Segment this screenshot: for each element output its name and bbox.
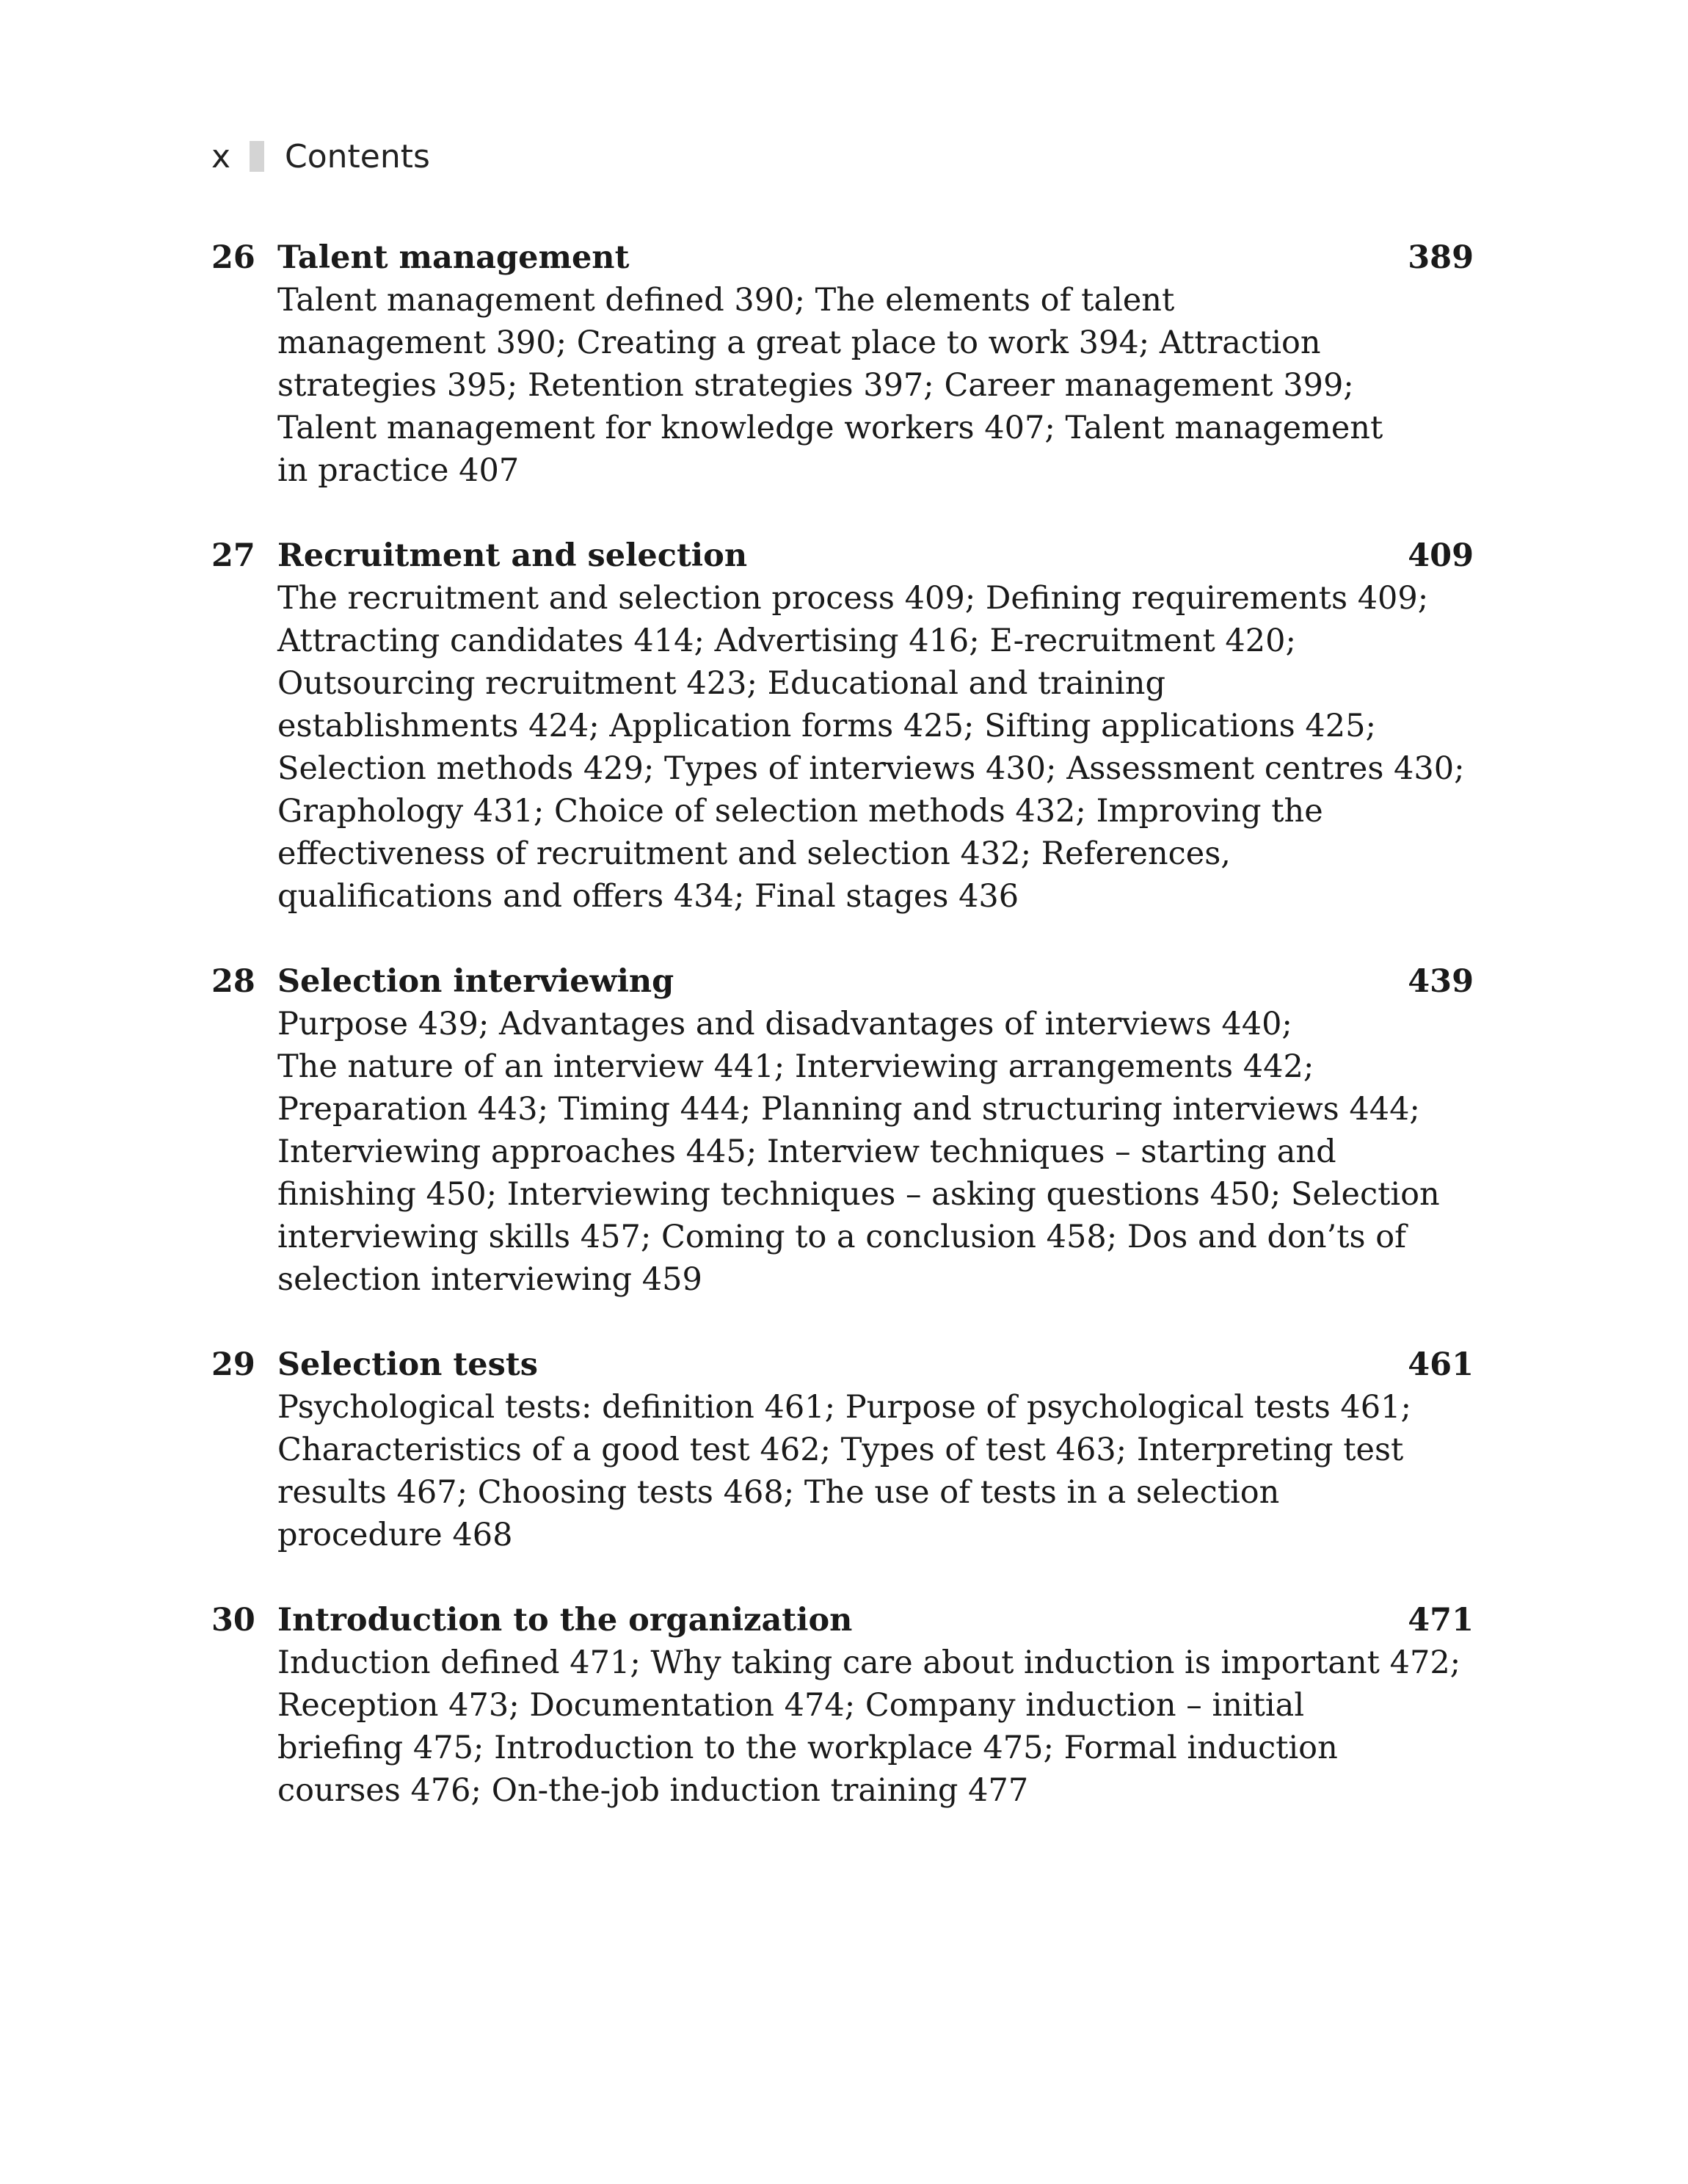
chapter-number: 29 — [211, 1346, 255, 1383]
subtopic-line: Psychological tests: definition 461; Purpose of psychological tests 461; — [277, 1389, 1411, 1426]
toc-entry-26 — [211, 236, 1474, 492]
page-folio: x — [211, 137, 231, 175]
chapter-title: Introduction to the organization — [277, 1602, 853, 1639]
chapter-page: 409 — [1408, 537, 1474, 574]
toc-entry-27 — [211, 534, 1474, 918]
chapter-number: 30 — [211, 1602, 255, 1639]
toc-entry-heading — [211, 1599, 1474, 1641]
toc-entry-heading — [211, 960, 1474, 1003]
subtopic-line: strategies 395; Retention strategies 397; Career management 399; — [277, 367, 1354, 404]
subtopic-line: Graphology 431; Choice of selection methods 432; Improving the — [277, 793, 1323, 830]
chapter-number: 28 — [211, 963, 255, 1000]
toc-entry-29 — [211, 1343, 1474, 1556]
toc-entry-heading — [211, 1343, 1474, 1386]
subtopic-line: results 467; Choosing tests 468; The use of tests in a selection — [277, 1474, 1280, 1511]
chapter-number: 26 — [211, 239, 255, 276]
subtopic-line: interviewing skills 457; Coming to a conclusion 458; Dos and don’ts of — [277, 1219, 1407, 1255]
subtopic-line: effectiveness of recruitment and selection 432; References, — [277, 835, 1231, 872]
subtopic-line: selection interviewing 459 — [277, 1261, 702, 1298]
chapter-title: Recruitment and selection — [277, 537, 748, 574]
subtopic-line: procedure 468 — [277, 1517, 513, 1553]
subtopic-line: in practice 407 — [277, 452, 520, 489]
table-of-contents — [211, 236, 1474, 1854]
chapter-number: 27 — [211, 537, 255, 574]
chapter-subtopics — [277, 1386, 1474, 1556]
subtopic-line: Outsourcing recruitment 423; Educational and training — [277, 665, 1166, 702]
toc-entry-30 — [211, 1599, 1474, 1812]
toc-entry-heading — [211, 236, 1474, 279]
chapter-subtopics — [277, 1641, 1474, 1812]
subtopic-line: Talent management defined 390; The elements of talent — [277, 282, 1175, 319]
chapter-page: 461 — [1408, 1346, 1474, 1383]
subtopic-line: management 390; Creating a great place to work 394; Attraction — [277, 324, 1321, 361]
chapter-page: 439 — [1408, 963, 1474, 1000]
subtopic-line: courses 476; On-the-job induction training 477 — [277, 1772, 1029, 1809]
subtopic-line: finishing 450; Interviewing techniques – asking questions 450; Selection — [277, 1176, 1440, 1213]
toc-entry-28 — [211, 960, 1474, 1301]
chapter-page: 471 — [1408, 1602, 1474, 1639]
subtopic-line: Preparation 443; Timing 444; Planning and structuring interviews 444; — [277, 1091, 1420, 1128]
subtopic-line: briefing 475; Introduction to the workplace 475; Formal induction — [277, 1730, 1338, 1766]
subtopic-line: Induction defined 471; Why taking care about induction is important 472; — [277, 1644, 1461, 1681]
running-head-title: Contents — [285, 137, 430, 175]
chapter-title: Talent management — [277, 239, 630, 276]
subtopic-line: qualifications and offers 434; Final stages 436 — [277, 878, 1019, 915]
chapter-subtopics — [277, 279, 1474, 492]
subtopic-line: Characteristics of a good test 462; Types of test 463; Interpreting test — [277, 1432, 1404, 1468]
subtopic-line: Talent management for knowledge workers 407; Talent management — [277, 410, 1383, 446]
running-head-divider — [250, 141, 264, 172]
chapter-title: Selection tests — [277, 1346, 538, 1383]
toc-entry-heading — [211, 534, 1474, 577]
subtopic-line: The recruitment and selection process 409; Defining requirements 409; — [277, 580, 1429, 617]
subtopic-line: Selection methods 429; Types of interviews 430; Assessment centres 430; — [277, 750, 1465, 787]
subtopic-line: Interviewing approaches 445; Interview techniques – starting and — [277, 1133, 1336, 1170]
chapter-title: Selection interviewing — [277, 963, 674, 1000]
running-head — [211, 131, 430, 182]
chapter-subtopics — [277, 1003, 1474, 1301]
subtopic-line: Reception 473; Documentation 474; Company induction – initial — [277, 1687, 1305, 1724]
subtopic-line: Purpose 439; Advantages and disadvantages of interviews 440; — [277, 1006, 1292, 1042]
subtopic-line: Attracting candidates 414; Advertising 416; E-recruitment 420; — [277, 623, 1296, 659]
chapter-subtopics — [277, 577, 1474, 918]
subtopic-line: establishments 424; Application forms 425; Sifting applications 425; — [277, 708, 1376, 744]
subtopic-line: The nature of an interview 441; Interviewing arrangements 442; — [277, 1048, 1314, 1085]
chapter-page: 389 — [1408, 239, 1474, 276]
